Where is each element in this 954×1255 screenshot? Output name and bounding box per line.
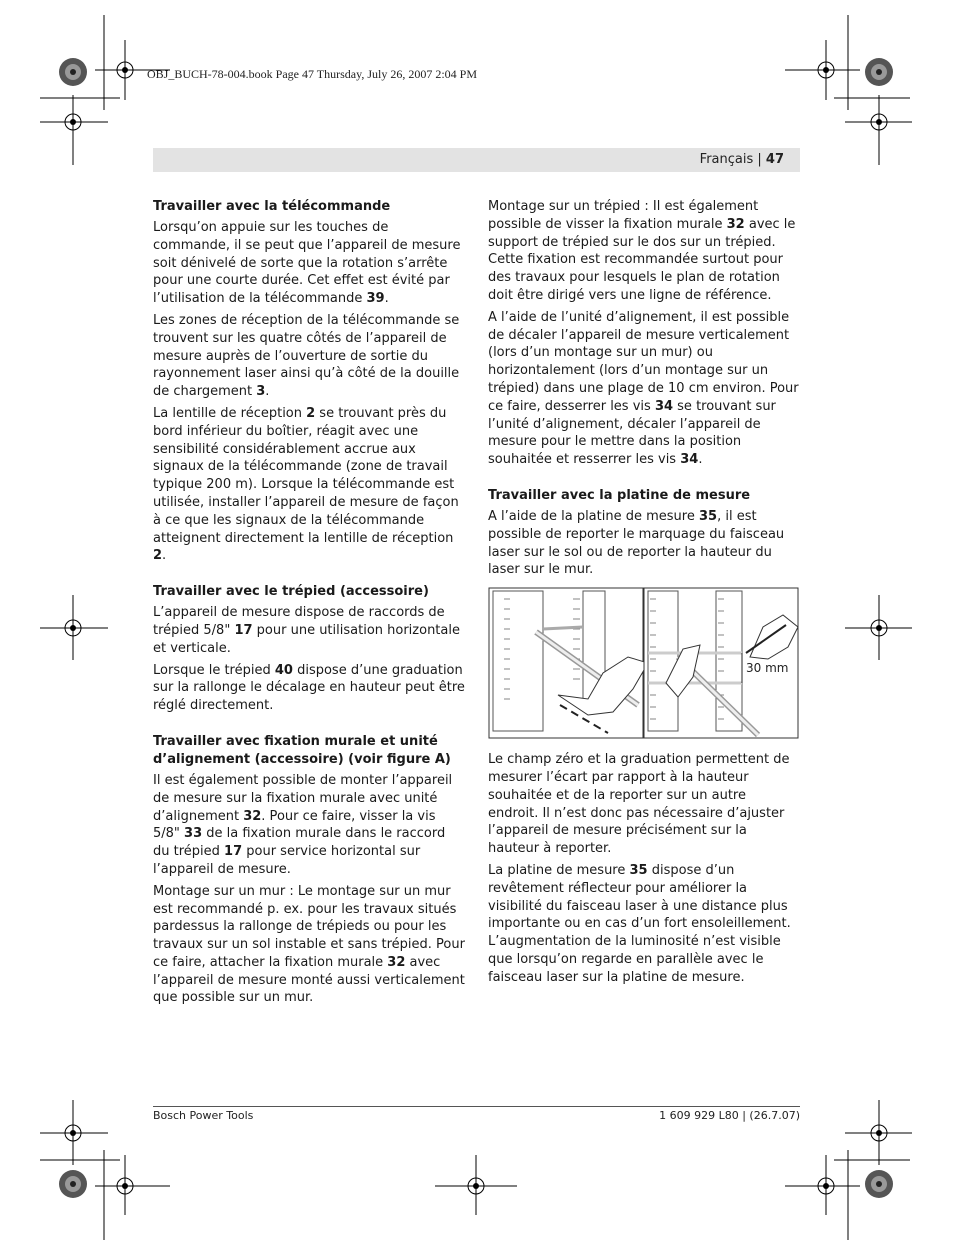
text-segment: Les zones de réception de la télécommande se trouvent sur les quatre côtés de l’appareil de mesure auprès de l’ouverture de sortie du rayonnement laser ainsi qu’à côté de la douille de chargement (153, 312, 460, 400)
reference-number: 34 (654, 398, 674, 414)
text-segment: Il est également possible de monter l’appareil de mesure sur la fixation murale avec unité d’alignement (153, 772, 453, 824)
text-segment: A l’aide de la platine de mesure (488, 508, 699, 524)
text-segment: . Pour ce faire, visser la vis 5/8" (153, 808, 436, 842)
paragraph (488, 751, 800, 858)
reference-number: 35 (629, 862, 648, 878)
paragraph (153, 604, 465, 657)
section-title: Travailler avec le trépied (accessoire) (153, 584, 429, 600)
paragraph (153, 662, 465, 715)
page-header (153, 148, 800, 172)
text-segment: A l’aide de l’unité d’alignement, il est possible de décaler l’appareil de mesure verticalement (lors d’un montage sur un mur) ou horizontalement (lors d’un montage sur un trépied) dans une plage de 10 cm environ. Pour ce faire, desserrer les vis (488, 309, 799, 414)
paragraph (153, 312, 465, 401)
paragraph (153, 219, 465, 308)
text-segment: . (162, 548, 167, 564)
text-segment: Montage sur un mur : Le montage sur un mur est recommandé p. ex. pour les travaux situés pardessus la rallonge de trépieds ou pour les travaux sur un sol instable et sans trépied. Pour ce faire, attacher la fixation murale (153, 883, 465, 970)
footer-publisher: Bosch Power Tools (153, 1109, 254, 1122)
section-title: Travailler avec fixation murale et unité d’alignement (accessoire) (voir figure A) (153, 733, 451, 767)
measuring-plate-figure (488, 587, 799, 739)
text-segment: L’appareil de mesure dispose de raccords de trépied 5/8" (153, 605, 445, 638)
text-segment: , il est possible de reporter le marquage du faisceau laser sur le sol ou de reporter la hauteur du laser sur le mur. (488, 508, 785, 578)
reference-number: 32 (243, 808, 262, 824)
text-segment: Lorsque le trépied (153, 662, 275, 678)
reference-number: 32 (387, 954, 406, 970)
reference-number: 2 (153, 548, 163, 564)
text-segment: se trouvant sur l’unité d’alignement, décaler l’appareil de mesure pour le mettre dans la position souhaitée et resserrer les vis (488, 398, 776, 468)
text-segment: de la fixation murale dans le raccord du trépied (153, 826, 446, 860)
text-segment: pour service horizontal sur l’appareil de mesure. (153, 844, 421, 877)
reference-number: 2 (306, 405, 316, 421)
text-segment: se trouvant près du bord inférieur du boîtier, réagit avec une sensibilité considérablement accrue aux signaux de la télécommande (zone de travail typique 200 m). Lorsque la télécommande est utilisée, installer l’appareil de mesure de façon à ce que les signaux de la télécommande atteignent directement la lentille de réception (153, 405, 459, 546)
dimension-label: 30 mm (746, 661, 789, 676)
paragraph (488, 309, 800, 469)
paragraph (488, 862, 800, 987)
left-column (153, 198, 465, 1011)
right-column (488, 198, 800, 991)
text-segment: avec le support de trépied sur le dos sur un trépied. Cette fixation est recommandée surtout pour des travaux pour lesquels le plan de rotation doit être dirigé vers une ligne de référence. (488, 216, 796, 303)
reference-number: 3 (256, 384, 266, 400)
reference-number: 40 (274, 662, 293, 678)
page-number: 47 (765, 152, 784, 167)
reference-number: 34 (680, 452, 699, 468)
reference-number: 17 (234, 622, 253, 638)
text-segment: La lentille de réception (153, 405, 307, 421)
paragraph (488, 508, 800, 579)
footer-rule (153, 1106, 800, 1107)
header-language: Français (699, 152, 754, 167)
reference-number: 33 (184, 826, 203, 842)
paragraph (488, 198, 800, 305)
text-segment: dispose d’une graduation sur la rallonge le décalage en hauteur peut être réglé directement. (153, 662, 465, 714)
paragraph (153, 405, 465, 565)
paragraph (153, 883, 465, 1008)
text-segment: . (698, 452, 703, 468)
text-segment: Montage sur un trépied : Il est également possible de visser la fixation murale (488, 199, 759, 232)
header-text (700, 152, 784, 167)
reference-number: 35 (698, 508, 718, 524)
reference-number: 17 (224, 844, 243, 860)
text-segment: avec l’appareil de mesure monté aussi verticalement que possible sur un mur. (153, 954, 465, 1006)
footer-doc-number: 1 609 929 L80 | (26.7.07) (659, 1109, 800, 1122)
text-segment: dispose d’un revêtement réflecteur pour améliorer la visibilité du faisceau laser à une distance plus importante ou en cas d’un fort ensoleillement. L’augmentation de la luminosité n’est visible que lorsqu’on regarde en parallèle avec le faisceau laser sur la platine de mesure. (488, 862, 791, 985)
text-segment: . (384, 291, 389, 307)
text-segment: La platine de mesure (488, 862, 630, 878)
reference-number: 32 (726, 216, 745, 232)
book-info: OBJ_BUCH-78-004.book Page 47 Thursday, July 26, 2007 2:04 PM (147, 67, 478, 81)
text-segment: Lorsqu’on appuie sur les touches de commande, il se peut que l’appareil de mesure soit dénivelé de sorte que la rotation s’arrête pour une courte durée. Cet effet est évité par l’utilisation de la télécommande (153, 220, 461, 307)
section-title: Travailler avec la platine de mesure (488, 487, 751, 503)
text-segment: pour une utilisation horizontale et verticale. (153, 622, 460, 656)
reference-number: 39 (366, 291, 385, 307)
paragraph (153, 772, 465, 879)
text-segment: Le champ zéro et la graduation permettent de mesurer l’écart par rapport à la hauteur souhaitée et de la reporter sur un autre endroit. Il n’est donc pas nécessaire d’ajuster l’appareil de mesure précisément sur la hauteur à reporter. (488, 752, 790, 857)
header-separator: | (753, 152, 766, 167)
section-title: Travailler avec la télécommande (153, 199, 391, 214)
text-segment: . (265, 384, 270, 400)
